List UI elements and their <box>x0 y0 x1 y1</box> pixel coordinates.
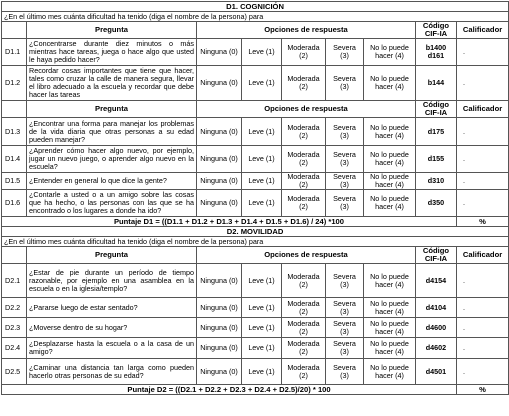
option-ninguna[interactable]: Ninguna (0) <box>197 118 242 146</box>
option-leve[interactable]: Leve (1) <box>242 338 282 359</box>
option-moderada[interactable]: Moderada (2) <box>282 338 326 359</box>
option-leve[interactable]: Leve (1) <box>242 318 282 338</box>
option-leve[interactable]: Leve (1) <box>242 39 282 66</box>
header-codigo: Código CIF-IA <box>416 101 457 118</box>
option-no-puede[interactable]: No lo puede hacer (4) <box>364 66 416 101</box>
question-text: ¿Desplazarse hasta la escuela o a la casa de un amigo? <box>27 338 197 359</box>
question-text: ¿Estar de pie durante un período de tiempo razonable, por ejemplo en una asamblea en la escuela o en la iglesia/templo? <box>27 264 197 298</box>
qualifier-cell[interactable]: . <box>457 190 509 217</box>
question-text: ¿Concentrarse durante diez minutos o más mientras hace tareas, juega o hace algo que usted le haya pedido hacer? <box>27 39 197 66</box>
option-ninguna[interactable]: Ninguna (0) <box>197 190 242 217</box>
question-text: ¿Encontrar una forma para manejar los problemas de la vida diaria que otras personas a su edad pueden manejar? <box>27 118 197 146</box>
option-moderada[interactable]: Moderada (2) <box>282 318 326 338</box>
option-ninguna[interactable]: Ninguna (0) <box>197 318 242 338</box>
table-row <box>2 264 509 298</box>
header-calificador: Calificador <box>457 22 509 39</box>
cif-code: b1400 d161 <box>416 39 457 66</box>
score-formula-d2: Puntaje D2 = ((D2.1 + D2.2 + D2.3 + D2.4 + D2.5)/20) * 100 <box>2 385 457 395</box>
option-severa[interactable]: Severa (3) <box>326 298 364 318</box>
qualifier-cell[interactable]: . <box>457 66 509 101</box>
question-id: D1.2 <box>2 66 27 101</box>
option-severa[interactable]: Severa (3) <box>326 66 364 101</box>
qualifier-cell[interactable]: . <box>457 318 509 338</box>
table-row <box>2 190 509 217</box>
option-no-puede[interactable]: No lo puede hacer (4) <box>364 338 416 359</box>
header-codigo: Código CIF-IA <box>416 22 457 39</box>
cif-code: d175 <box>416 118 457 146</box>
option-no-puede[interactable]: No lo puede hacer (4) <box>364 298 416 318</box>
header-calificador: Calificador <box>457 247 509 264</box>
cif-code: d155 <box>416 146 457 173</box>
table-row <box>2 298 509 318</box>
table-row <box>2 318 509 338</box>
score-percent-d2[interactable]: % <box>457 385 509 395</box>
option-moderada[interactable]: Moderada (2) <box>282 118 326 146</box>
option-moderada[interactable]: Moderada (2) <box>282 190 326 217</box>
option-ninguna[interactable]: Ninguna (0) <box>197 264 242 298</box>
option-moderada[interactable]: Moderada (2) <box>282 359 326 385</box>
option-severa[interactable]: Severa (3) <box>326 118 364 146</box>
option-ninguna[interactable]: Ninguna (0) <box>197 39 242 66</box>
header-opciones: Opciones de respuesta <box>197 247 416 264</box>
option-leve[interactable]: Leve (1) <box>242 264 282 298</box>
option-no-puede[interactable]: No lo puede hacer (4) <box>364 359 416 385</box>
cif-code: d4600 <box>416 318 457 338</box>
option-moderada[interactable]: Moderada (2) <box>282 298 326 318</box>
question-id: D1.6 <box>2 190 27 217</box>
header-codigo: Código CIF-IA <box>416 247 457 264</box>
question-id: D1.4 <box>2 146 27 173</box>
option-no-puede[interactable]: No lo puede hacer (4) <box>364 118 416 146</box>
qualifier-cell[interactable]: . <box>457 359 509 385</box>
question-text: ¿Entender en general lo que dice la gente? <box>27 173 197 190</box>
question-text: ¿Moverse dentro de su hogar? <box>27 318 197 338</box>
question-text: Recordar cosas importantes que tiene que hacer, tales como cruzar la calle de manera segura, llevar el libro adecuado a la escuela y recordar que debe hacer las tareas <box>27 66 197 101</box>
option-leve[interactable]: Leve (1) <box>242 298 282 318</box>
option-moderada[interactable]: Moderada (2) <box>282 264 326 298</box>
option-ninguna[interactable]: Ninguna (0) <box>197 173 242 190</box>
table-row <box>2 173 509 190</box>
header-id <box>2 101 27 118</box>
option-severa[interactable]: Severa (3) <box>326 264 364 298</box>
qualifier-cell[interactable]: . <box>457 338 509 359</box>
header-id <box>2 22 27 39</box>
header-pregunta: Pregunta <box>27 247 197 264</box>
section-title-d1: D1. COGNICIÓN <box>2 2 509 12</box>
option-no-puede[interactable]: No lo puede hacer (4) <box>364 173 416 190</box>
score-percent-d1[interactable]: % <box>457 217 509 227</box>
question-id: D2.5 <box>2 359 27 385</box>
cif-code: d4104 <box>416 298 457 318</box>
qualifier-cell[interactable]: . <box>457 173 509 190</box>
option-severa[interactable]: Severa (3) <box>326 173 364 190</box>
disability-form-table <box>1 1 509 395</box>
section-intro-d2: ¿En el último mes cuánta dificultad ha tenido (diga el nombre de la persona) para <box>2 237 509 247</box>
header-opciones: Opciones de respuesta <box>197 101 416 118</box>
option-leve[interactable]: Leve (1) <box>242 173 282 190</box>
option-leve[interactable]: Leve (1) <box>242 66 282 101</box>
cif-code: d350 <box>416 190 457 217</box>
table-row <box>2 359 509 385</box>
header-pregunta: Pregunta <box>27 22 197 39</box>
table-row <box>2 39 509 66</box>
section-intro-d1: ¿En el último mes cuánta dificultad ha tenido (diga el nombre de la persona) para <box>2 12 509 22</box>
header-pregunta: Pregunta <box>27 101 197 118</box>
option-no-puede[interactable]: No lo puede hacer (4) <box>364 190 416 217</box>
option-no-puede[interactable]: No lo puede hacer (4) <box>364 264 416 298</box>
cif-code: d4154 <box>416 264 457 298</box>
option-moderada[interactable]: Moderada (2) <box>282 66 326 101</box>
header-calificador: Calificador <box>457 101 509 118</box>
qualifier-cell[interactable]: . <box>457 298 509 318</box>
question-text: ¿Aprender cómo hacer algo nuevo, por ejemplo, jugar un nuevo juego, o aprender algo nuevo en la escuela? <box>27 146 197 173</box>
header-opciones: Opciones de respuesta <box>197 22 416 39</box>
section-title-d2: D2. MOVILIDAD <box>2 227 509 237</box>
cif-code: d4602 <box>416 338 457 359</box>
question-text: ¿Pararse luego de estar sentado? <box>27 298 197 318</box>
option-moderada[interactable]: Moderada (2) <box>282 146 326 173</box>
header-id <box>2 247 27 264</box>
qualifier-cell[interactable]: . <box>457 146 509 173</box>
table-row <box>2 146 509 173</box>
cif-code: d310 <box>416 173 457 190</box>
option-ninguna[interactable]: Ninguna (0) <box>197 359 242 385</box>
option-no-puede[interactable]: No lo puede hacer (4) <box>364 318 416 338</box>
option-moderada[interactable]: Moderada (2) <box>282 39 326 66</box>
option-leve[interactable]: Leve (1) <box>242 190 282 217</box>
form-page <box>1 1 508 414</box>
option-severa[interactable]: Severa (3) <box>326 318 364 338</box>
option-ninguna[interactable]: Ninguna (0) <box>197 298 242 318</box>
score-formula-d1: Puntaje D1 = ((D1.1 + D1.2 + D1.3 + D1.4 + D1.5 + D1.6) / 24) *100 <box>2 217 457 227</box>
option-severa[interactable]: Severa (3) <box>326 359 364 385</box>
question-text: ¿Contarle a usted o a un amigo sobre las cosas que ha hecho, o las personas con las que se ha encontrado o los lugares a donde ha ido? <box>27 190 197 217</box>
option-no-puede[interactable]: No lo puede hacer (4) <box>364 146 416 173</box>
question-text: ¿Caminar una distancia tan larga como pueden hacerlo otras personas de su edad? <box>27 359 197 385</box>
option-moderada[interactable]: Moderada (2) <box>282 173 326 190</box>
qualifier-cell[interactable]: . <box>457 118 509 146</box>
option-no-puede[interactable]: No lo puede hacer (4) <box>364 39 416 66</box>
question-id: D2.1 <box>2 264 27 298</box>
question-id: D2.3 <box>2 318 27 338</box>
question-id: D1.3 <box>2 118 27 146</box>
option-severa[interactable]: Severa (3) <box>326 338 364 359</box>
question-id: D2.4 <box>2 338 27 359</box>
option-leve[interactable]: Leve (1) <box>242 359 282 385</box>
question-id: D1.1 <box>2 39 27 66</box>
cif-code: d4501 <box>416 359 457 385</box>
question-id: D1.5 <box>2 173 27 190</box>
option-ninguna[interactable]: Ninguna (0) <box>197 146 242 173</box>
table-row <box>2 118 509 146</box>
option-ninguna[interactable]: Ninguna (0) <box>197 66 242 101</box>
qualifier-cell[interactable]: . <box>457 264 509 298</box>
qualifier-cell[interactable]: . <box>457 39 509 66</box>
option-leve[interactable]: Leve (1) <box>242 118 282 146</box>
option-severa[interactable]: Severa (3) <box>326 146 364 173</box>
table-row <box>2 66 509 101</box>
option-severa[interactable]: Severa (3) <box>326 190 364 217</box>
question-id: D2.2 <box>2 298 27 318</box>
cif-code: b144 <box>416 66 457 101</box>
option-ninguna[interactable]: Ninguna (0) <box>197 338 242 359</box>
option-leve[interactable]: Leve (1) <box>242 146 282 173</box>
option-severa[interactable]: Severa (3) <box>326 39 364 66</box>
table-row <box>2 338 509 359</box>
